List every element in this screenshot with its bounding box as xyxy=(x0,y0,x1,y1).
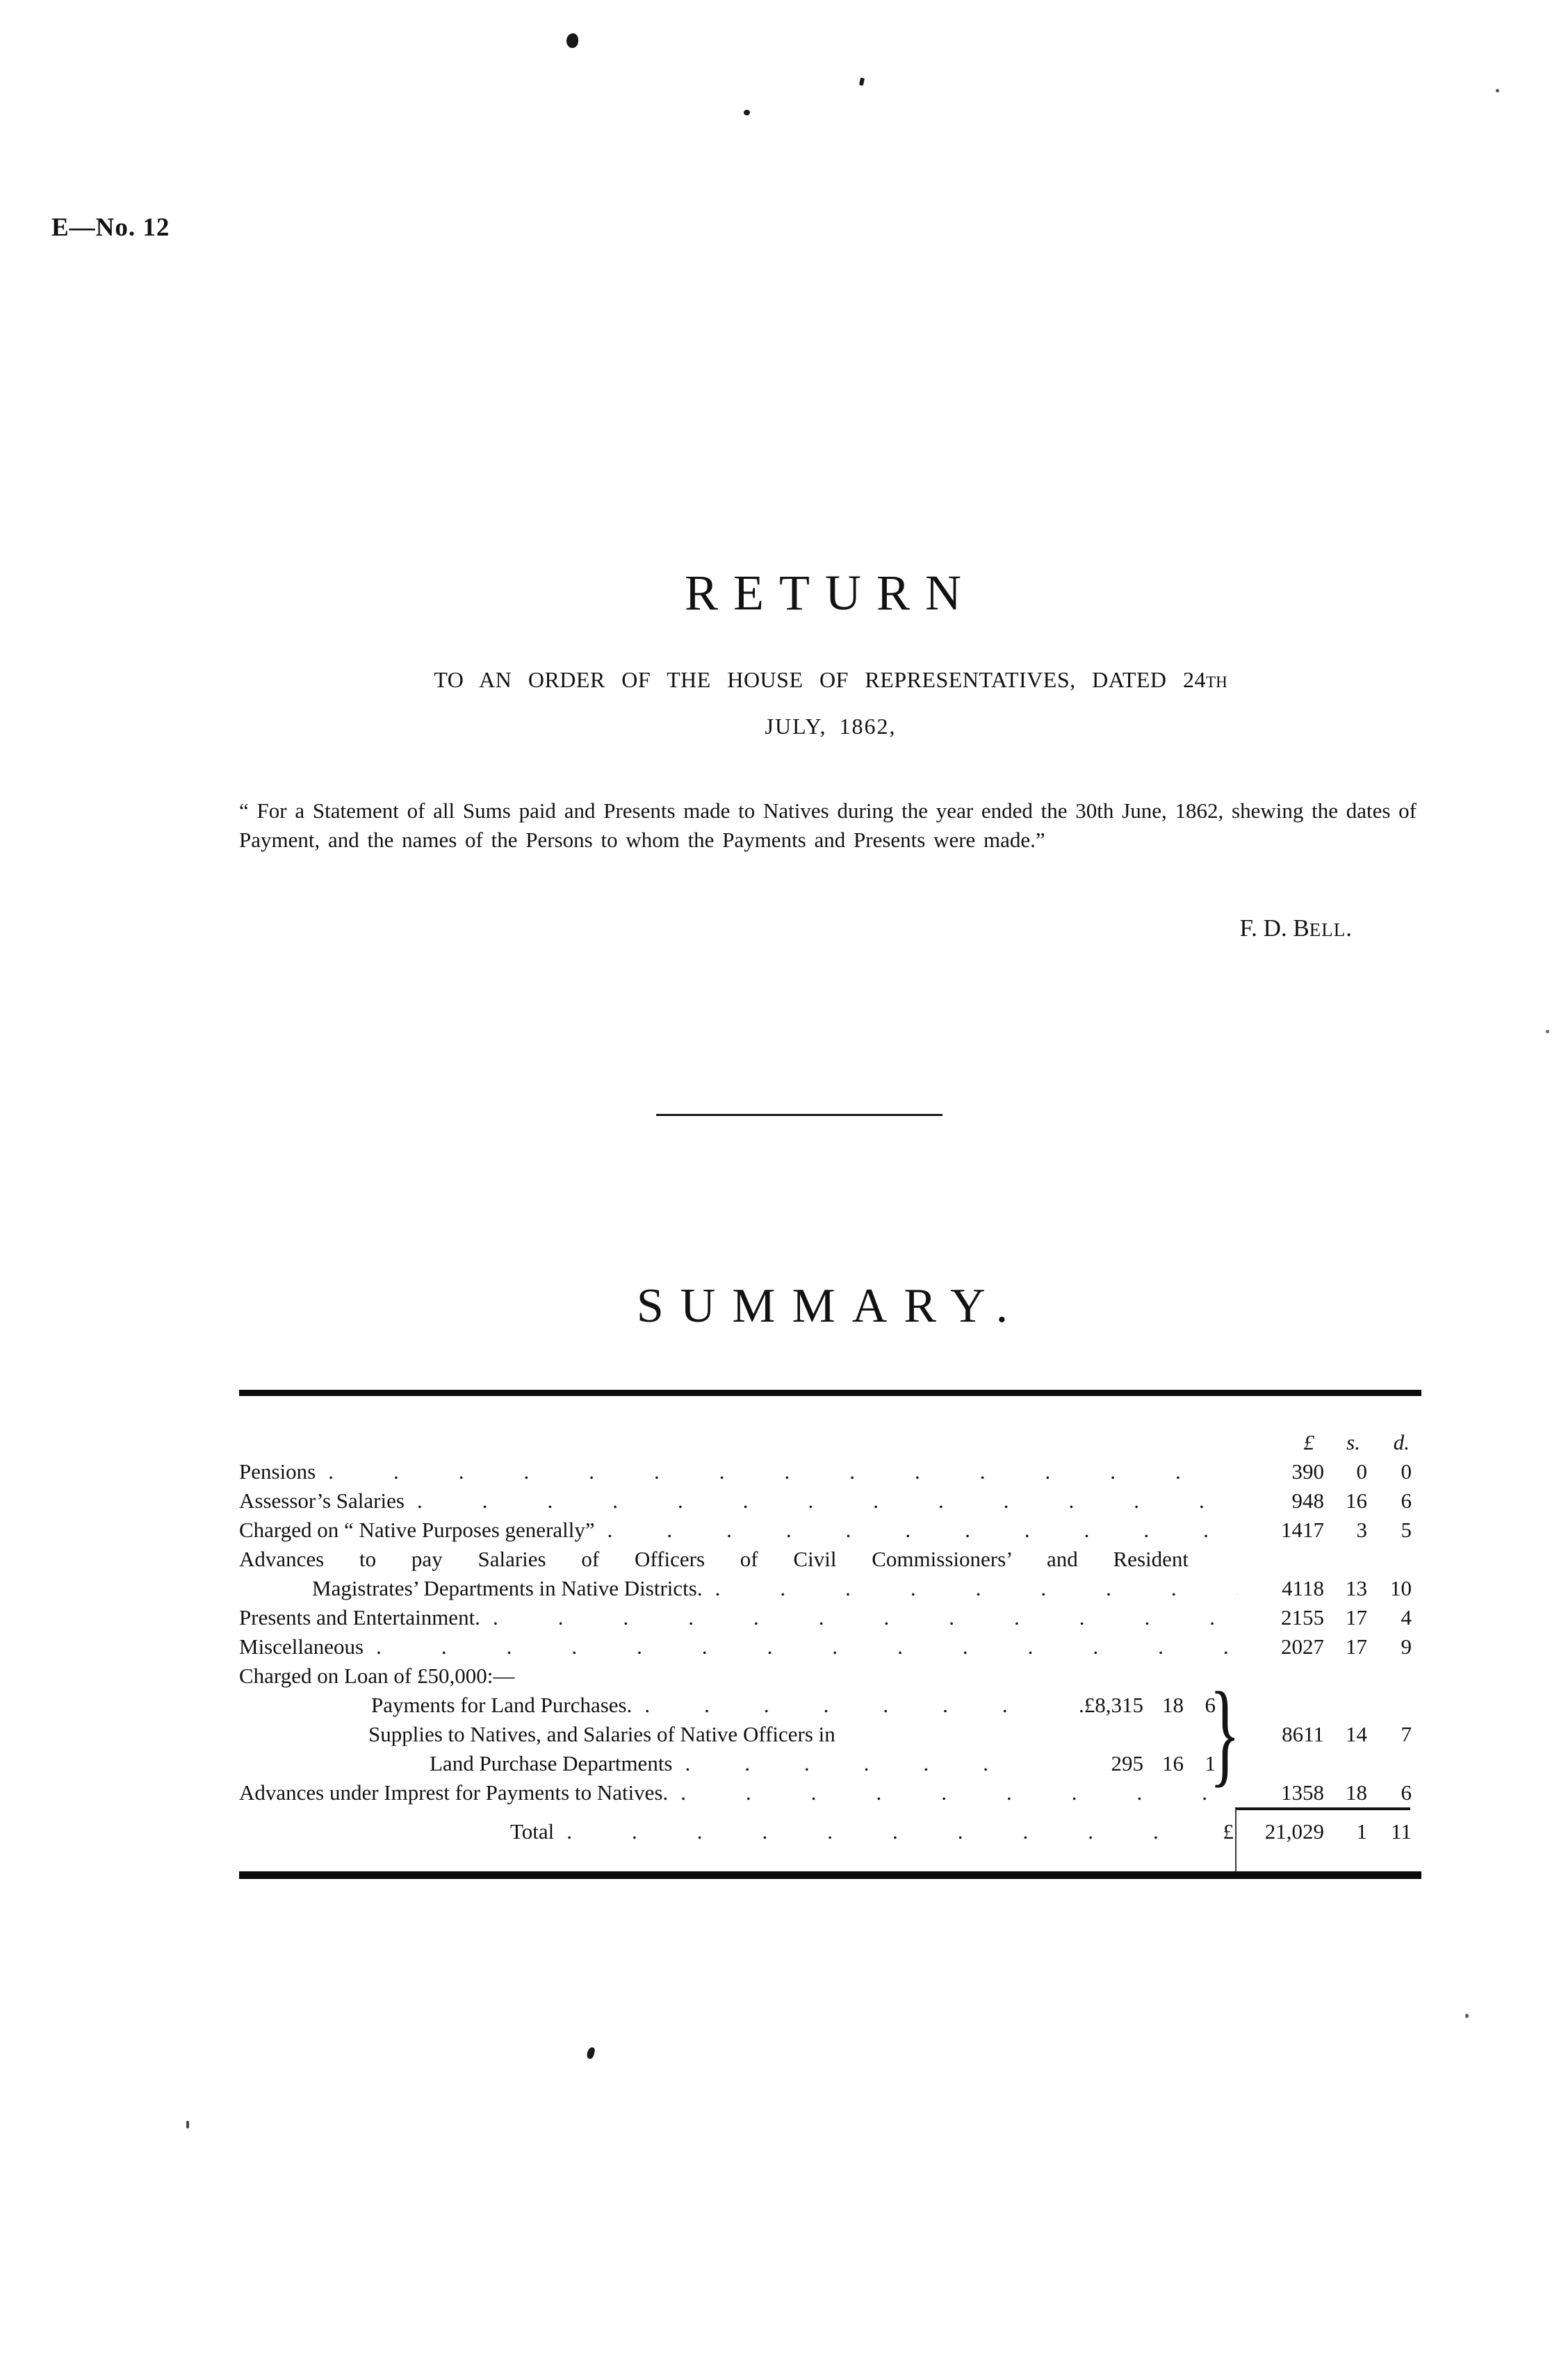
row-pence: 5 xyxy=(1401,1518,1412,1542)
total-label: Total xyxy=(510,1819,555,1844)
dot-leader xyxy=(644,1691,1017,1720)
row-label: Advances under Imprest for Payments to Natives. xyxy=(239,1780,669,1805)
row-pounds: 2027 xyxy=(1281,1634,1324,1659)
summary-heading: SUMMARY. xyxy=(636,1279,1025,1333)
loan-subtotal-pounds: 8611 xyxy=(1282,1722,1324,1746)
total-section xyxy=(239,1807,1421,1871)
document-title: RETURN xyxy=(685,565,977,621)
scan-speck xyxy=(859,77,865,85)
header-shillings: s. xyxy=(1346,1430,1360,1454)
row-label: Pensions xyxy=(239,1459,316,1484)
signature-suffix: . xyxy=(1346,914,1352,942)
row-shillings: 0 xyxy=(1356,1459,1367,1484)
section-divider-rule xyxy=(656,1114,942,1116)
loan-item-pounds: .£8,315 xyxy=(1079,1693,1143,1717)
table-row xyxy=(239,1457,1421,1486)
loan-item-pence: 1 xyxy=(1205,1751,1216,1775)
signature-prefix: F. D. B xyxy=(1239,914,1309,942)
total-pence: 11 xyxy=(1391,1819,1412,1844)
loan-subtotal-shillings: 14 xyxy=(1346,1722,1367,1746)
table-top-rule xyxy=(239,1390,1421,1396)
row-shillings: 13 xyxy=(1346,1576,1367,1600)
row-pounds: 2155 xyxy=(1281,1605,1324,1630)
row-label: Assessor’s Salaries xyxy=(239,1488,405,1513)
loan-item-row xyxy=(239,1749,1216,1778)
loan-item-pounds: 295 xyxy=(1111,1751,1143,1775)
total-row xyxy=(239,1807,1421,1846)
loan-subtotal-row xyxy=(1246,1720,1412,1749)
table-row-wrapped-line2 xyxy=(239,1574,1421,1603)
row-label-line1: Advances to pay Salaries of Officers of Civil Commissioners’ and Resident xyxy=(239,1547,1189,1571)
dot-leader xyxy=(493,1603,1238,1632)
header-pence: d. xyxy=(1393,1430,1410,1454)
scan-speck xyxy=(586,2046,596,2060)
row-pounds: 4118 xyxy=(1282,1576,1324,1600)
row-label: Charged on “ Native Purposes generally” xyxy=(239,1518,595,1542)
loan-group xyxy=(239,1691,1421,1778)
dot-leader xyxy=(607,1516,1238,1545)
scan-speck xyxy=(186,2121,189,2128)
row-pence: 6 xyxy=(1401,1780,1412,1805)
scan-speck xyxy=(566,33,578,48)
scan-speck xyxy=(1465,2014,1469,2018)
table-header-row xyxy=(239,1428,1421,1457)
loan-group-heading: Charged on Loan of £50,000:— xyxy=(239,1664,515,1688)
order-heading-text: TO AN ORDER OF THE HOUSE OF REPRESENTATIVES, DATED 24 xyxy=(434,667,1207,692)
order-quote-paragraph: “ For a Statement of all Sums paid and Presents made to Natives during the year ended the 30th June, 1862, shewing the dates of Payment, and the names of the Persons to whom the Payments and Presents were made.” xyxy=(239,798,1417,852)
scan-speck xyxy=(744,110,750,115)
loan-item-row xyxy=(239,1720,1216,1749)
row-shillings: 17 xyxy=(1346,1634,1367,1659)
row-pounds: 390 xyxy=(1291,1459,1324,1484)
scan-speck xyxy=(1546,1030,1549,1033)
row-pounds: 1358 xyxy=(1281,1780,1324,1805)
dot-leader xyxy=(417,1486,1238,1516)
table-row xyxy=(239,1603,1421,1632)
table-row xyxy=(239,1516,1421,1545)
loan-item-shillings: 18 xyxy=(1162,1693,1184,1717)
order-heading-ordinal: TH xyxy=(1206,673,1227,691)
row-pence: 4 xyxy=(1401,1605,1412,1630)
row-shillings: 3 xyxy=(1356,1518,1367,1542)
dot-leader xyxy=(376,1632,1238,1661)
loan-group-heading-row xyxy=(239,1661,1421,1691)
row-label: Miscellaneous xyxy=(239,1634,364,1659)
row-label: Presents and Entertainment. xyxy=(239,1605,480,1630)
document-number: E—No. 12 xyxy=(51,213,170,242)
dot-leader xyxy=(680,1778,1238,1807)
total-pounds: 21,029 xyxy=(1264,1819,1324,1844)
row-pence: 6 xyxy=(1401,1488,1412,1513)
dot-leader xyxy=(685,1749,1018,1778)
order-heading xyxy=(191,667,1470,693)
signature xyxy=(240,914,1421,942)
total-shillings: 1 xyxy=(1356,1819,1367,1844)
dot-leader xyxy=(328,1457,1238,1486)
loan-item-label: Supplies to Natives, and Salaries of Native Officers in xyxy=(368,1722,835,1746)
order-date: JULY, 1862, xyxy=(765,714,897,739)
loan-item-pence: 6 xyxy=(1205,1693,1216,1717)
table-row xyxy=(239,1778,1421,1807)
table-bottom-rule xyxy=(239,1871,1421,1879)
brace-icon xyxy=(1209,1684,1240,1782)
signature-smallcaps: ELL xyxy=(1309,919,1346,940)
total-vertical-rule xyxy=(1235,1809,1236,1871)
row-shillings: 16 xyxy=(1346,1488,1367,1513)
loan-item-label: Payments for Land Purchases. xyxy=(371,1693,632,1717)
table-row xyxy=(239,1486,1421,1516)
header-pounds: £ xyxy=(1303,1430,1314,1454)
loan-item-row xyxy=(239,1691,1216,1720)
row-pence: 10 xyxy=(1390,1576,1412,1600)
row-pounds: 1417 xyxy=(1281,1518,1324,1542)
total-top-rule xyxy=(1235,1807,1410,1810)
row-label-line2: Magistrates’ Departments in Native Districts. xyxy=(312,1576,703,1600)
scan-speck xyxy=(1496,89,1499,92)
table-row xyxy=(239,1632,1421,1661)
row-shillings: 18 xyxy=(1346,1780,1367,1805)
loan-subtotal-pence: 7 xyxy=(1401,1722,1412,1746)
loan-item-shillings: 16 xyxy=(1162,1751,1184,1775)
table-row-wrapped-line1 xyxy=(239,1545,1421,1574)
row-pence: 9 xyxy=(1401,1634,1412,1659)
row-pence: 0 xyxy=(1401,1459,1412,1484)
row-shillings: 17 xyxy=(1346,1605,1367,1630)
total-currency-symbol: £ xyxy=(1223,1819,1234,1844)
dot-leader xyxy=(715,1574,1238,1603)
summary-table xyxy=(239,1390,1421,1879)
dot-leader xyxy=(566,1817,1205,1846)
row-pounds: 948 xyxy=(1291,1488,1324,1513)
loan-item-label: Land Purchase Departments xyxy=(430,1751,673,1775)
